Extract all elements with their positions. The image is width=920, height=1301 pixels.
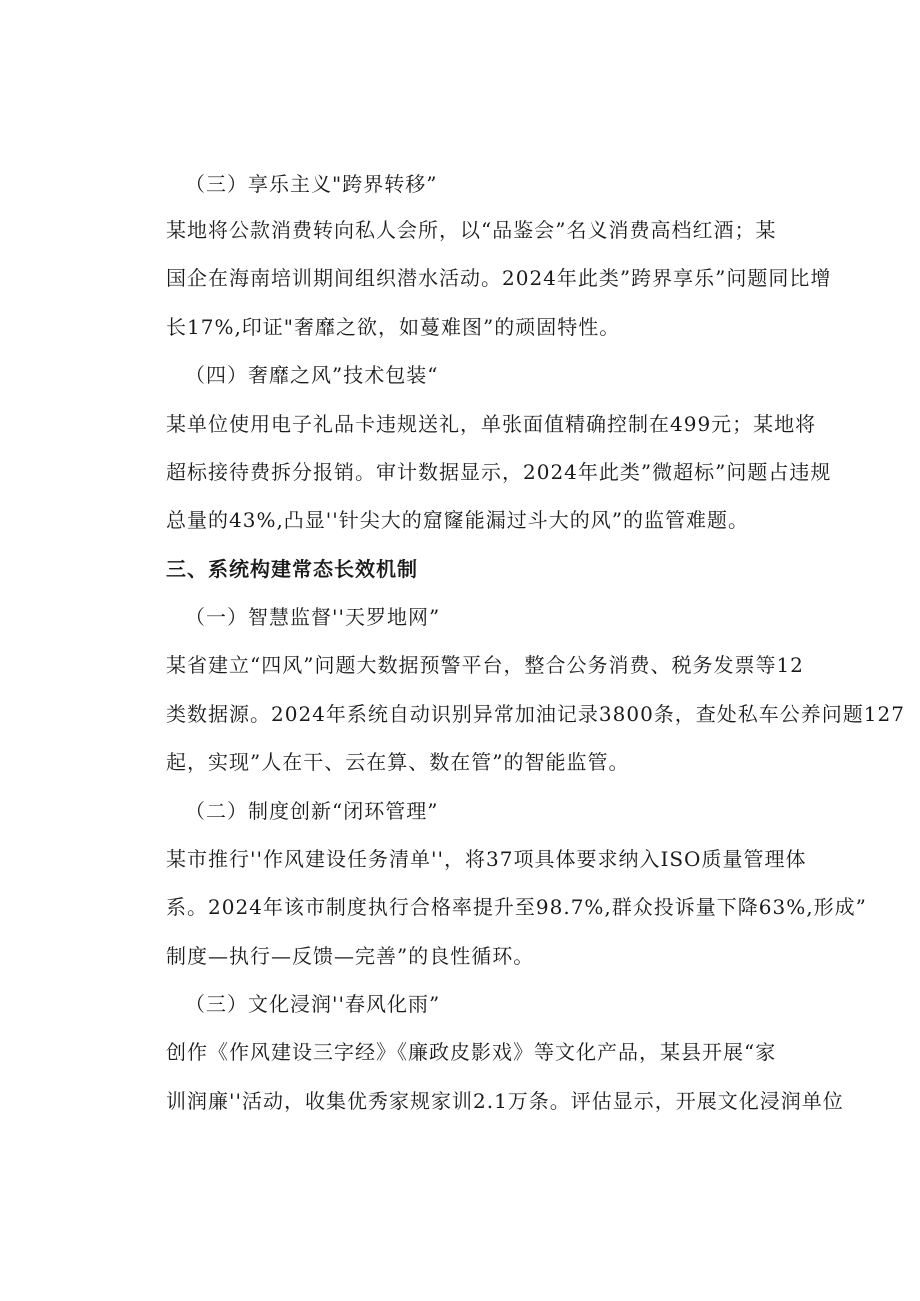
subheading-4: （四）奢靡之风”技术包装“ — [185, 363, 439, 387]
subheading-2: （二）制度创新“闭环管理” — [185, 799, 439, 823]
paragraph-line: 总量的43%,凸显''针尖大的窟窿能漏过斗大的风”的监管难题。 — [166, 508, 750, 532]
subheading-3: （三）享乐主义"跨界转移” — [185, 172, 438, 196]
paragraph-line: 起，实现”人在干、云在算、数在管”的智能监管。 — [166, 750, 630, 774]
paragraph-line: 制度—执行—反馈—完善”的良性循环。 — [166, 944, 535, 968]
subheading-3b: （三）文化浸润''春风化雨” — [185, 992, 441, 1016]
paragraph-line: 某市推行''作风建设任务清单''，将37项具体要求纳入ISO质量管理体 — [166, 847, 807, 871]
paragraph-line: 类数据源。2024年系统自动识别异常加油记录3800条，查处私车公养问题127 — [166, 702, 905, 726]
paragraph-line: 某单位使用电子礼品卡违规送礼，单张面值精确控制在499元；某地将 — [166, 412, 817, 436]
paragraph-line: 超标接待费拆分报销。审计数据显示，2024年此类”微超标”问题占违规 — [166, 460, 832, 484]
paragraph-line: 长17%,印证"奢靡之欲，如蔓难图”的顽固特性。 — [166, 315, 621, 339]
paragraph-line: 国企在海南培训期间组织潜水活动。2024年此类”跨界享乐”问题同比增 — [166, 266, 832, 290]
paragraph-line: 创作《作风建设三字经》《廉政皮影戏》等文化产品，某县开展“家 — [166, 1040, 777, 1064]
subheading-1: （一）智慧监督''天罗地网” — [185, 605, 441, 629]
paragraph-line: 系。2024年该市制度执行合格率提升至98.7%,群众投诉量下降63%,形成” — [166, 895, 867, 919]
section-heading-3: 三、系统构建常态长效机制 — [166, 557, 418, 581]
paragraph-line: 某省建立“四风”问题大数据预警平台，整合公务消费、税务发票等12 — [166, 653, 804, 677]
paragraph-line: 某地将公款消费转向私人会所，以“品鉴会”名义消费高档红酒；某 — [166, 218, 777, 242]
paragraph-line: 训润廉''活动，收集优秀家规家训2.1万条。评估显示，开展文化浸润单位 — [166, 1089, 844, 1113]
